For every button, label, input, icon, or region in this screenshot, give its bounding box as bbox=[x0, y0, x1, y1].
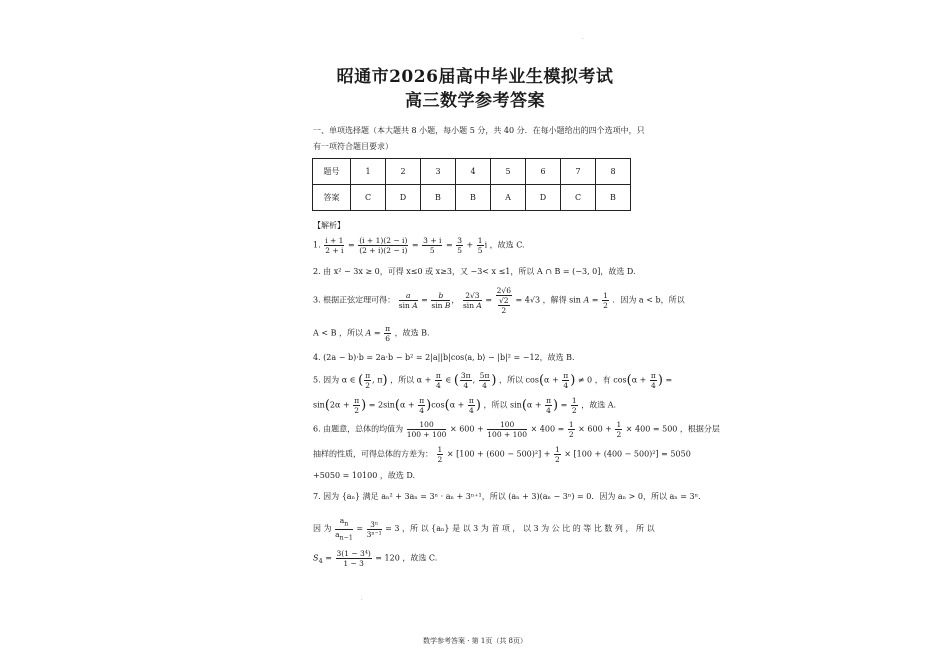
fraction: $\frac{2√6}{\frac{√2}{2}}$ bbox=[496, 286, 511, 315]
solution-7-text: 因 为 bbox=[313, 524, 332, 533]
solution-7-text: ，故选 C. bbox=[402, 553, 438, 563]
fraction: $\frac{a}{\text{sin A}}$ bbox=[398, 291, 418, 310]
question-number-cell: 7 bbox=[561, 159, 596, 185]
solution-3-text: ，解得 bbox=[542, 295, 567, 305]
solution-5-text: ，所以 bbox=[499, 375, 524, 385]
solution-number: 1. bbox=[313, 240, 321, 250]
question-number-cell: 4 bbox=[456, 159, 491, 185]
fraction: $\frac{i + 1}{2 + i}$ bbox=[325, 236, 344, 255]
fraction: $\frac{(i + 1)(2 - i)}{(2 + i)(2 - i)}$ bbox=[359, 236, 408, 255]
fraction: $\frac{2√3}{\text{sin A}}$ bbox=[462, 291, 482, 310]
exam-subtitle: 高三数学参考答案 bbox=[405, 91, 545, 111]
row-header-question: 题号 bbox=[313, 159, 351, 185]
solution-7-cont: 因 为 $\frac{a_n}{a_{n-1}}$ = $\frac{\text{3ⁿ}}{\text{3ⁿ⁻¹}}$ = 3 ，所 以 {aₙ} 是 以 3 为 首 项 ， 以 3 为 公 比 的 等 比 数 列 ， 所 以 bbox=[313, 516, 655, 541]
solution-3-text: 3. 根据正弦定理可得： bbox=[313, 295, 396, 305]
scan-dot: · bbox=[361, 597, 363, 603]
fraction: $\frac{3 + i}{5}$ bbox=[423, 236, 442, 255]
solution-4: 4. (2a − b)·b = 2a·b − b² = 2|a||b|cos⟨a, b⟩ − |b|² = −12，故选 B. bbox=[313, 353, 575, 362]
solution-6-text: ，根据分层 bbox=[679, 424, 720, 434]
solution-7: 7. 因为 {aₙ} 满足 aₙ² + 3aₙ = 3ⁿ · aₙ + 3ⁿ⁺¹，所以 (aₙ + 3)(aₙ − 3ⁿ) = 0．因为 aₙ > 0，所以 aₙ = 3ⁿ． bbox=[313, 492, 707, 501]
solution-3-cont: A < B ，所以 A = $\frac{\pi}{6}$ ，故选 B. bbox=[313, 324, 430, 343]
solution-6-end: +5050 = 10100 ，故选 D. bbox=[313, 471, 416, 480]
answer-cell: D bbox=[386, 185, 421, 211]
answer-cell: C bbox=[561, 185, 596, 211]
solution-3: 3. 根据正弦定理可得： $\frac{a}{\text{sin A}}$ = $\frac{b}{\text{sin B}}$ ， $\frac{2√3}{\text{sin A}}$ = $\frac{2√6}{\frac{√2}{2}}$ = 4√3 ，解得 sin A = $\frac{1}{2}$ ．因为 a < b，所以 bbox=[313, 286, 685, 315]
solution-5-text: ，有 bbox=[594, 375, 611, 385]
answer-row bbox=[313, 185, 631, 211]
answer-cell: D bbox=[526, 185, 561, 211]
solution-1-end: ，故选 C. bbox=[489, 240, 525, 250]
solution-5-text: ，故选 A. bbox=[581, 400, 617, 410]
solution-3-text: ，故选 B. bbox=[394, 328, 430, 338]
solution-5-text: ，所以 bbox=[390, 375, 415, 385]
question-number-cell: 5 bbox=[491, 159, 526, 185]
question-number-cell: 2 bbox=[386, 159, 421, 185]
solution-6-text: 6. 由题意，总体的均值为 bbox=[313, 424, 404, 434]
question-number-cell: 3 bbox=[421, 159, 456, 185]
section1-heading: 一、单项选择题（本大题共 8 小题，每小题 5 分，共 40 分．在每小题给出的四个选项中，只 bbox=[313, 126, 645, 135]
page-footer: 数学参考答案 · 第 1页（共 8页） bbox=[422, 637, 528, 645]
question-number-cell: 8 bbox=[596, 159, 631, 185]
solution-7-end: $S_4$ = $\frac{\text{3(1 − 3⁴)}}{1 - 3}$ = 120 ，故选 C. bbox=[313, 549, 438, 568]
answer-cell: B bbox=[456, 185, 491, 211]
solution-5-text: ，所以 bbox=[483, 400, 508, 410]
answer-cell: B bbox=[596, 185, 631, 211]
question-number-cell: 1 bbox=[351, 159, 386, 185]
fraction: $\frac{1}{2}$ bbox=[603, 291, 608, 310]
solution-3-text: A < B ，所以 bbox=[313, 328, 363, 338]
fraction: $\frac{1}{5}$ bbox=[477, 236, 483, 255]
analysis-label: 【解析】 bbox=[313, 221, 345, 230]
answer-cell: C bbox=[351, 185, 386, 211]
question-number-cell: 6 bbox=[526, 159, 561, 185]
answer-table bbox=[312, 158, 631, 211]
answer-cell: A bbox=[491, 185, 526, 211]
solution-6-text: 抽样的性质，可得总体的方差为： bbox=[313, 449, 433, 459]
solution-6: 6. 由题意，总体的均值为 $\frac{100}{100 + 100}$ × 600 + $\frac{100}{100 + 100}$ × 400 = $\frac{1}{2}$ × 600 + $\frac{1}{2}$ × 400 = 500 ，根据分层 bbox=[313, 420, 720, 439]
row-header-answer: 答案 bbox=[313, 185, 351, 211]
solution-3-text: ．因为 a < b，所以 bbox=[612, 295, 685, 305]
question-number-row bbox=[313, 159, 631, 185]
section1-heading-cont: 有一项符合题目要求） bbox=[313, 142, 393, 151]
solution-2: 2. 由 x² − 3x ≥ 0，可得 x≤0 或 x≥3，又 −3< x ≤1，所以 A ∩ B = (−3, 0]，故选 D. bbox=[313, 267, 636, 276]
fraction: $\frac{b}{\text{sin B}}$ bbox=[431, 291, 451, 310]
answer-cell: B bbox=[421, 185, 456, 211]
solution-5-text: 5. 因为 bbox=[313, 375, 340, 385]
solution-6-cont: 抽样的性质，可得总体的方差为： $\frac{1}{2}$ × [100 + (600 − 500)²] + $\frac{1}{2}$ × [100 + (400 − 500)²] = 5050 bbox=[313, 445, 691, 464]
exam-title: 昭通市2026届高中毕业生模拟考试 bbox=[336, 67, 614, 87]
solution-5: 5. 因为 α ∈ ( $\frac{\pi}{2}$ , π) ，所以 α + $\frac{\pi}{4}$ ∈ ( $\frac{3\pi}{4}$ , $\frac{5\pi}{4}$ ) ，所以 cos(α + $\frac{\pi}{4}$ ) ≠ 0 ，有 cos(α + $\frac{\pi}{4}$ ) = bbox=[313, 371, 673, 390]
scan-dot: · bbox=[582, 36, 584, 42]
fraction: $\frac{3}{5}$ bbox=[457, 236, 462, 255]
solution-1: 1. $\frac{i + 1}{2 + i}$ = $\frac{(i + 1)(2 - i)}{(2 + i)(2 - i)}$ = $\frac{3 + i}{5}$ = $\frac{3}{5}$ + $\frac{1}{5}$ i ，故选 C. bbox=[313, 236, 525, 255]
solution-7-text: ，所 以 {aₙ} 是 以 3 为 首 项 ， 以 3 为 公 比 的 等 比 数 列 ， 所 以 bbox=[402, 524, 655, 533]
fraction: $\frac{\pi}{6}$ bbox=[385, 324, 391, 343]
solution-5-cont: sin(2α + $\frac{\pi}{2}$ ) = 2sin(α + $\frac{\pi}{4}$ )cos(α + $\frac{\pi}{4}$ ) ，所以 sin(α + $\frac{\pi}{4}$ ) = $\frac{1}{2}$ ，故选 A. bbox=[313, 396, 617, 415]
